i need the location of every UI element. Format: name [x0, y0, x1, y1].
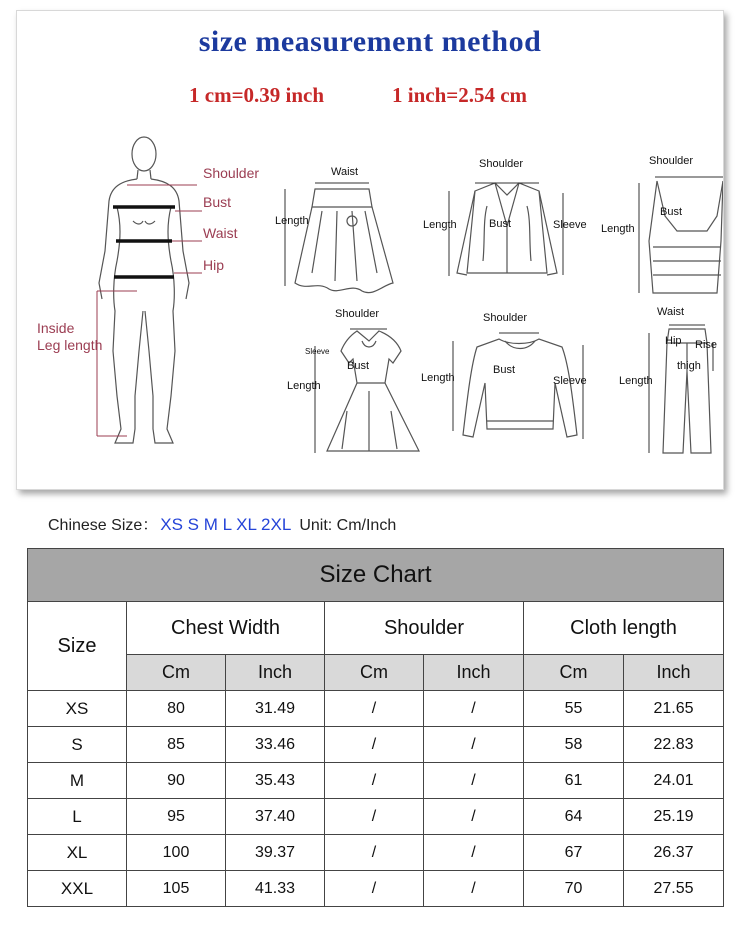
chest-inch-cell: 33.46 — [226, 727, 325, 763]
length-inch-cell: 25.19 — [624, 799, 724, 835]
label-dress-sleeve: Sleeve — [305, 347, 330, 356]
label-jacket-sleeve: Sleeve — [553, 219, 587, 231]
size-cell: XS — [28, 691, 127, 727]
shoulder-cm-cell: / — [325, 727, 424, 763]
chest-inch-cell: 39.37 — [226, 835, 325, 871]
size-cell: XL — [28, 835, 127, 871]
size-chart-table — [27, 548, 724, 907]
table-row — [28, 799, 724, 835]
size-cell: XXL — [28, 871, 127, 907]
shoulder-inch-cell: / — [424, 763, 524, 799]
chest-cm-cell: 85 — [127, 727, 226, 763]
size-column-header: Size — [28, 602, 127, 691]
length-cm-cell: 70 — [524, 871, 624, 907]
conversion-cm-to-inch: 1 cm=0.39 inch — [189, 83, 325, 107]
unit-header: Cm — [524, 655, 624, 691]
unit-header: Inch — [624, 655, 724, 691]
chest-cm-cell: 95 — [127, 799, 226, 835]
size-cell: M — [28, 763, 127, 799]
label-pants-rise: Rise — [695, 339, 718, 351]
label-skirt-length: Length — [275, 215, 309, 227]
sweater-figure — [463, 339, 577, 437]
group-header-cloth-length: Cloth length — [524, 602, 724, 655]
chest-cm-cell: 80 — [127, 691, 226, 727]
label-tank-shoulder: Shoulder — [649, 155, 694, 167]
panel-title: size measurement method — [198, 25, 542, 58]
label-body-waist: Waist — [203, 225, 238, 241]
length-inch-cell: 22.83 — [624, 727, 724, 763]
measurement-illustrations — [17, 11, 723, 489]
shoulder-inch-cell: / — [424, 835, 524, 871]
label-pants-hip: Hip — [665, 335, 682, 347]
label-tank-length: Length — [601, 223, 635, 235]
length-inch-cell: 26.37 — [624, 835, 724, 871]
label-inside-leg-2: Leg length — [37, 337, 103, 353]
length-cm-cell: 67 — [524, 835, 624, 871]
unit-header: Inch — [226, 655, 325, 691]
label-dress-bust: Bust — [347, 360, 370, 372]
shoulder-cm-cell: / — [325, 871, 424, 907]
chest-cm-cell: 90 — [127, 763, 226, 799]
label-jacket-shoulder: Shoulder — [479, 158, 524, 170]
chest-inch-cell: 41.33 — [226, 871, 325, 907]
size-chart-title: Size Chart — [28, 549, 724, 602]
shoulder-inch-cell: / — [424, 799, 524, 835]
length-cm-cell: 61 — [524, 763, 624, 799]
length-inch-cell: 24.01 — [624, 763, 724, 799]
shoulder-inch-cell: / — [424, 871, 524, 907]
size-cell: S — [28, 727, 127, 763]
table-row — [28, 835, 724, 871]
chest-cm-cell: 105 — [127, 871, 226, 907]
length-inch-cell: 27.55 — [624, 871, 724, 907]
length-cm-cell: 58 — [524, 727, 624, 763]
chest-inch-cell: 35.43 — [226, 763, 325, 799]
skirt-figure — [295, 189, 393, 293]
length-inch-cell: 21.65 — [624, 691, 724, 727]
shoulder-cm-cell: / — [325, 799, 424, 835]
label-sweater-bust: Bust — [493, 364, 516, 376]
label-sweater-length: Length — [421, 372, 455, 384]
label-dress-length: Length — [287, 380, 321, 392]
chest-inch-cell: 37.40 — [226, 799, 325, 835]
label-sweater-sleeve: Sleeve — [553, 375, 587, 387]
label-tank-bust: Bust — [660, 206, 683, 218]
shoulder-cm-cell: / — [325, 835, 424, 871]
tank-figure — [649, 181, 723, 293]
unit-header: Inch — [424, 655, 524, 691]
size-cell: L — [28, 799, 127, 835]
measurement-method-panel — [16, 10, 724, 490]
shoulder-cm-cell: / — [325, 763, 424, 799]
unit-header: Cm — [127, 655, 226, 691]
label-jacket-length: Length — [423, 219, 457, 231]
chinese-size-list: XS S M L XL 2XL — [160, 515, 292, 534]
dress-figure — [327, 331, 419, 451]
label-body-bust: Bust — [203, 194, 232, 210]
shoulder-inch-cell: / — [424, 727, 524, 763]
unit-label: Unit: Cm/Inch — [299, 517, 397, 534]
label-pants-thigh: thigh — [677, 360, 701, 372]
table-row — [28, 871, 724, 907]
table-row — [28, 727, 724, 763]
label-pants-waist: Waist — [657, 306, 685, 318]
group-header-shoulder: Shoulder — [325, 602, 524, 655]
table-row — [28, 763, 724, 799]
group-header-chest-width: Chest Width — [127, 602, 325, 655]
length-cm-cell: 55 — [524, 691, 624, 727]
label-sweater-shoulder: Shoulder — [483, 312, 528, 324]
label-dress-shoulder: Shoulder — [335, 308, 380, 320]
chinese-size-line — [48, 512, 396, 535]
chinese-size-label: Chinese Size： — [48, 517, 159, 534]
label-pants-length: Length — [619, 375, 653, 387]
unit-header: Cm — [325, 655, 424, 691]
label-body-hip: Hip — [203, 257, 225, 273]
length-cm-cell: 64 — [524, 799, 624, 835]
shoulder-cm-cell: / — [325, 691, 424, 727]
label-jacket-bust: Bust — [489, 218, 512, 230]
shoulder-inch-cell: / — [424, 691, 524, 727]
conversion-inch-to-cm: 1 inch=2.54 cm — [392, 83, 528, 107]
label-skirt-waist: Waist — [331, 166, 359, 178]
table-row — [28, 691, 724, 727]
label-inside-leg-1: Inside — [37, 320, 75, 336]
chest-cm-cell: 100 — [127, 835, 226, 871]
body-figure — [99, 137, 189, 443]
chest-inch-cell: 31.49 — [226, 691, 325, 727]
label-body-shoulder: Shoulder — [203, 165, 260, 181]
